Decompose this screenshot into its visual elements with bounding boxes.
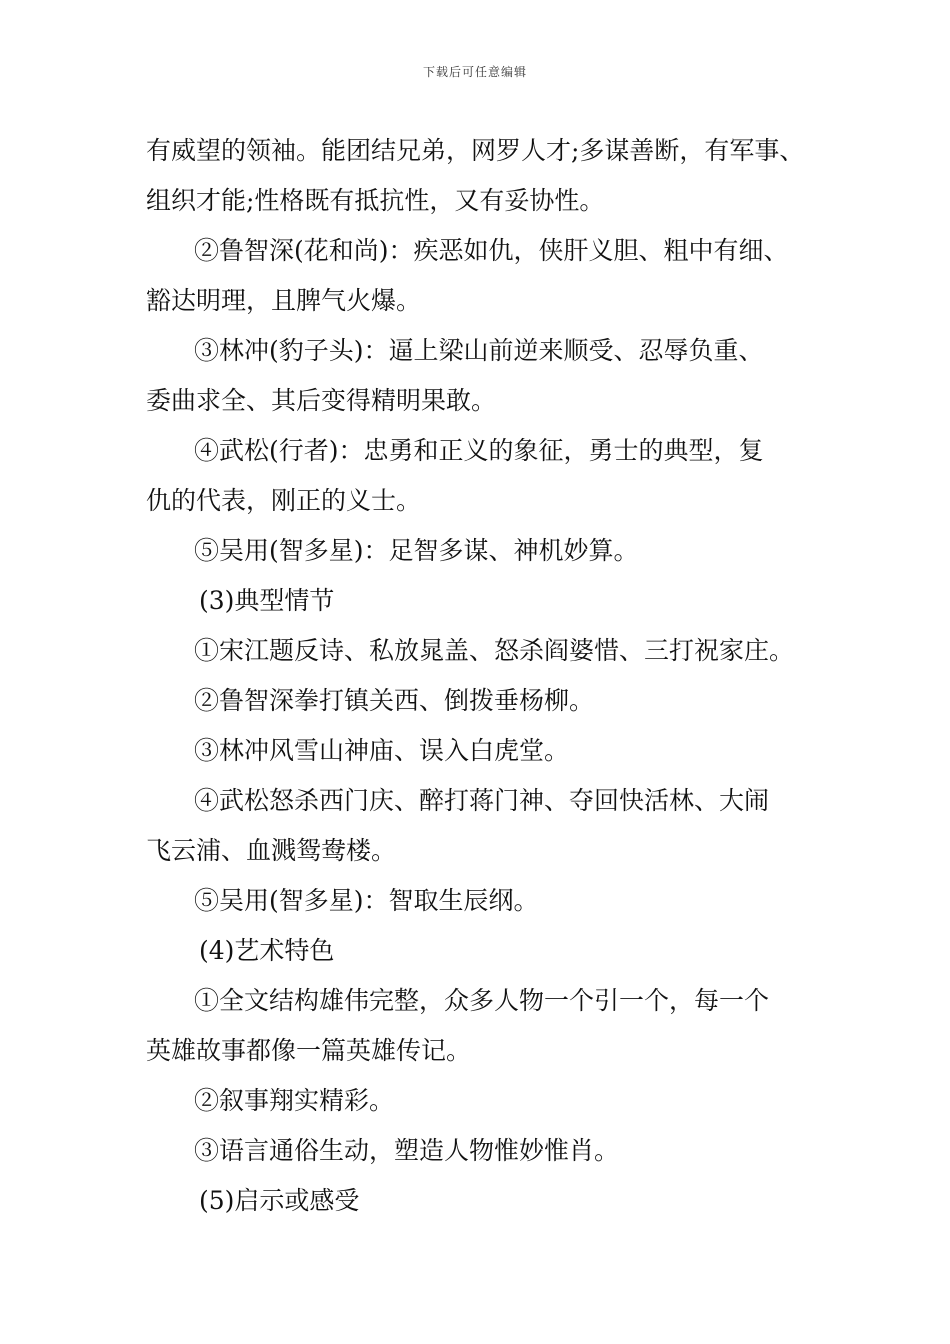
page-header: 下载后可任意编辑 (422, 65, 527, 79)
paragraph-line: 飞云浦、血溅鸳鸯楼。 (146, 836, 397, 865)
paragraph-line: ②叙事翔实精彩。 (194, 1086, 395, 1115)
paragraph-line: ②鲁智深拳打镇关西、倒拨垂杨柳。 (194, 686, 595, 715)
paragraph-line: ③语言通俗生动，塑造人物惟妙惟肖。 (194, 1136, 620, 1165)
paragraph-line: 豁达明理，且脾气火爆。 (146, 286, 422, 315)
paragraph-line: 组织才能;性格既有抵抗性，又有妥协性。 (146, 186, 605, 215)
paragraph-line: 委曲求全、其后变得精明果敢。 (146, 386, 497, 415)
paragraph-line: ⑤吴用(智多星)：智取生辰纲。 (194, 886, 539, 915)
section-heading: (5)启示或感受 (199, 1186, 360, 1215)
paragraph-line: ④武松怒杀西门庆、醉打蒋门神、夺回快活林、大闹 (194, 786, 770, 815)
paragraph-line: 有威望的领袖。能团结兄弟，网罗人才;多谋善断，有军事、 (146, 136, 805, 165)
paragraph-line: ③林冲(豹子头)：逼上梁山前逆来顺受、忍辱负重、 (194, 336, 764, 365)
paragraph-line: ④武松(行者)：忠勇和正义的象征，勇士的典型，复 (194, 436, 764, 465)
paragraph-line: 仇的代表，刚正的义士。 (146, 486, 422, 515)
document-body (146, 126, 836, 1226)
paragraph-line: ②鲁智深(花和尚)：疾恶如仇，侠肝义胆、粗中有细、 (194, 236, 789, 265)
section-heading: (3)典型情节 (199, 586, 335, 615)
paragraph-line: ⑤吴用(智多星)：足智多谋、神机妙算。 (194, 536, 639, 565)
section-heading: (4)艺术特色 (199, 936, 335, 965)
paragraph-line: ①全文结构雄伟完整，众多人物一个引一个，每一个 (194, 986, 770, 1015)
paragraph-line: ③林冲风雪山神庙、误入白虎堂。 (194, 736, 570, 765)
paragraph-line: ①宋江题反诗、私放晁盖、怒杀阎婆惜、三打祝家庄。 (194, 636, 795, 665)
paragraph-line: 英雄故事都像一篇英雄传记。 (146, 1036, 472, 1065)
